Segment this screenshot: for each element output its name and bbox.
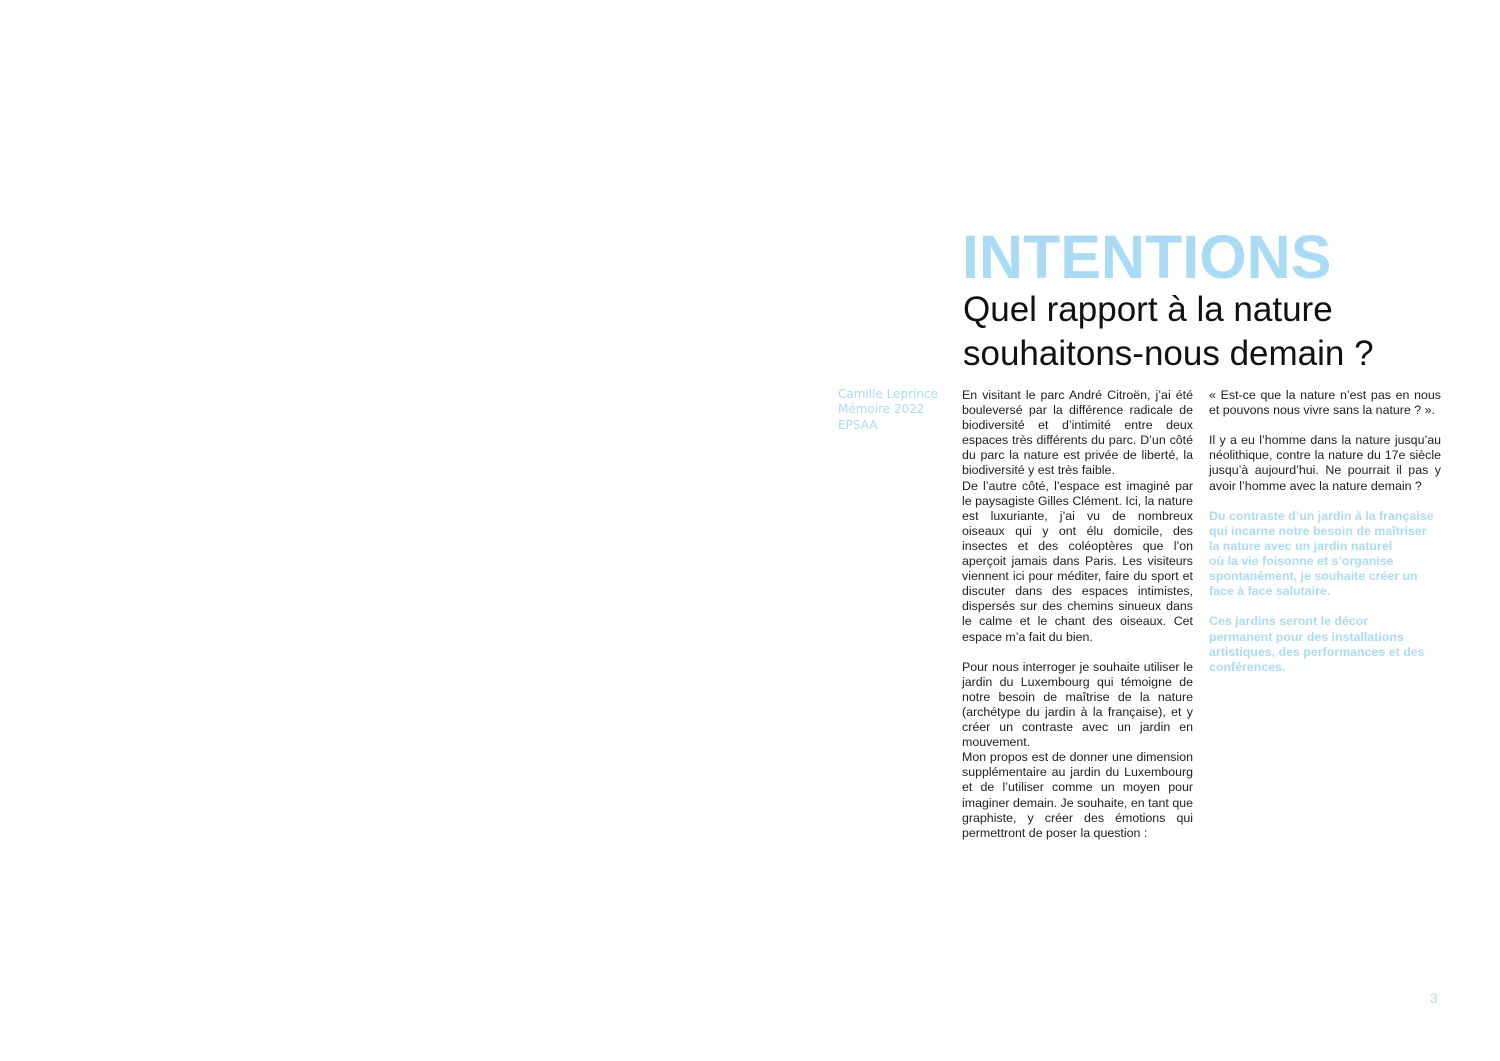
highlight-line: où la vie foisonne et s’organise	[1209, 554, 1394, 569]
paragraph-spacer	[1209, 418, 1441, 433]
highlight-line: Du contraste d’un jardin à la française	[1209, 508, 1434, 523]
highlight-line: Ces jardins seront le décor	[1209, 614, 1369, 629]
paragraph: Mon propos est de donner une dimension supplémentaire au jardin du Luxembourg et de l’utiliser comme un moyen pour imaginer demain. Je souhaite, en tant que graphiste, y créer des émotions qui permettront de poser la question :	[962, 750, 1193, 840]
paragraph-spacer	[1209, 599, 1441, 614]
highlight-line: qui incarne notre besoin de maîtriser	[1209, 523, 1427, 538]
subtitle-line: Quel rapport à la nature	[963, 290, 1333, 329]
section-subtitle	[963, 288, 1463, 376]
highlight-paragraph	[1209, 509, 1441, 600]
highlight-line: permanent pour des installations	[1209, 629, 1404, 644]
author-name: Camille Leprince	[838, 387, 938, 401]
highlight-line: spontanément, je souhaite créer un	[1209, 569, 1418, 584]
paragraph: Pour nous interroger je souhaite utiliser le jardin du Luxembourg qui témoigne de notre besoin de maîtrise de la nature (archétype du jardin à la française), et y créer un contraste avec un jardin en mouvement.	[962, 659, 1193, 750]
section-title: INTENTIONS	[962, 223, 1332, 291]
body-column-left	[962, 388, 1193, 841]
page-number: 3	[1430, 990, 1438, 1006]
highlight-line: face à face salutaire.	[1209, 584, 1331, 599]
author-project: Mémoire 2022	[838, 402, 925, 417]
author-school: EPSAA	[838, 417, 878, 432]
highlight-line: la nature avec un jardin naturel	[1209, 538, 1393, 553]
paragraph-spacer	[962, 645, 1193, 660]
highlight-line: artistiques, des performances et des	[1209, 644, 1425, 659]
paragraph: De l’autre côté, l’espace est imaginé par le paysagiste Gilles Clément. Ici, la nature est luxuriante, j’ai vu de nombreux oiseaux qui y ont élu domicile, des insectes et des coléoptères que l’on aperçoit jamais dans Paris. Les visiteurs viennent ici pour méditer, faire du sport et discuter dans des espaces intimistes, dispersés sur des chemins sinueux dans le calme et le chant des oiseaux. Cet espace m’a fait du bien.	[962, 478, 1193, 644]
highlight-line: conférences.	[1209, 659, 1286, 674]
subtitle-line: souhaitons-nous demain ?	[963, 334, 1374, 373]
paragraph-spacer	[1209, 494, 1441, 509]
body-column-right	[1209, 388, 1441, 675]
paragraph: Il y a eu l’homme dans la nature jusqu’au néolithique, contre la nature du 17e siècle jusqu’à aujourd’hui. Ne pourrait il pas y avoir l’homme avec la nature demain ?	[1209, 433, 1441, 493]
author-block	[838, 387, 958, 433]
highlight-paragraph	[1209, 614, 1441, 674]
paragraph: En visitant le parc André Citroën, j’ai été bouleversé par la différence radicale de biodiversité et d’intimité entre deux espaces très différents du parc. D’un côté du parc la nature est privée de liberté, la biodiversité y est très faible.	[962, 388, 1193, 478]
quote-question: « Est-ce que la nature n’est pas en nous et pouvons nous vivre sans la nature ? ».	[1209, 388, 1441, 418]
